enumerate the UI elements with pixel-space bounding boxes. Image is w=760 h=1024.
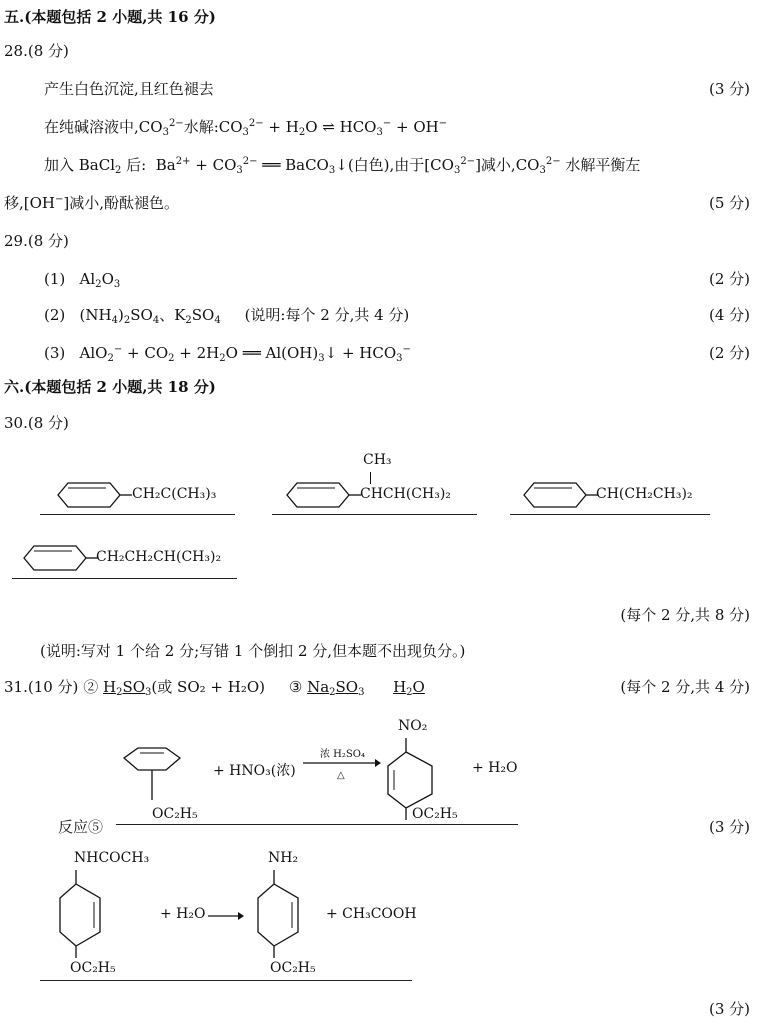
q28-line-4-text: 移, <box>4 194 24 212</box>
answer-line <box>12 578 237 579</box>
benzene-ring-icon <box>252 870 312 958</box>
q29-answer-2-note: (说明:每个 2 分,共 4 分) <box>244 306 410 324</box>
q30-structure-2-methyl: CH₃ <box>363 452 392 468</box>
q28-line-3-equilibrium: 水解平衡左 <box>565 156 641 174</box>
answer-line <box>510 514 710 515</box>
r5-water: + H₂O <box>472 760 518 776</box>
q28-line-2-hydrolysis: 水解: <box>183 118 219 136</box>
r5-label: 反应⑤ <box>58 818 104 836</box>
benzene-ring-icon <box>54 870 114 958</box>
reaction-arrow-icon <box>208 910 244 922</box>
q29-answer-2: (2) $(NH_4)_2SO_4$、$K_2SO_4$ (说明:每个 2 分,共 4 分) <box>44 306 410 326</box>
q30-structure-3-substituent: CH(CH₂CH₃)₂ <box>596 486 693 502</box>
benzene-ring-icon <box>520 480 600 510</box>
r6-water: + H₂O <box>160 906 206 922</box>
q31-heading-line: 31.(10 分) ② $H_2SO_3$(或 SO₂ + H₂O) ③ $Na_2SO_3$ $H_2O$ <box>4 678 425 698</box>
q31-heading: 31.(10 分) <box>4 678 79 696</box>
r5-reactant-ethoxy: OC₂H₅ <box>152 806 198 822</box>
answer-line <box>40 980 412 981</box>
r6-reactant-ethoxy: OC₂H₅ <box>70 960 116 976</box>
q29-answer-1-score: (2 分) <box>708 270 750 288</box>
r5-reagent: + HNO₃(浓) <box>213 763 296 779</box>
r6-score: (3 分) <box>708 1000 750 1018</box>
q28-line-3-white: (白色),由于 <box>347 156 425 174</box>
answer-line <box>116 824 518 825</box>
q30-structure-1-substituent: CH₂C(CH₃)₃ <box>132 486 217 502</box>
r5-nitro-group: NO₂ <box>398 718 428 734</box>
q30-heading: 30.(8 分) <box>4 414 69 432</box>
q30-structure-4-substituent: CH₂CH₂CH(CH₃)₂ <box>96 549 222 565</box>
r6-acetamido-group: NHCOCH₃ <box>74 850 150 866</box>
q29-heading: 29.(8 分) <box>4 232 69 250</box>
q28-line-3-text: 加入 BaCl <box>44 156 116 174</box>
r5-score: (3 分) <box>708 818 750 836</box>
bond-line <box>370 472 371 484</box>
answer-line <box>272 514 477 515</box>
benzene-ring-icon <box>118 740 188 808</box>
q30-note: (说明:写对 1 个给 2 分;写错 1 个倒扣 2 分,但本题不出现负分。) <box>40 642 466 660</box>
q29-answer-1-num: (1) <box>44 270 66 288</box>
answer-line <box>40 514 235 515</box>
q31-alt-answer: (或 SO₂ + H₂O) <box>151 678 265 696</box>
reaction-arrow-icon <box>303 757 381 769</box>
q28-line-2-text: 在纯碱溶液中, <box>44 118 139 136</box>
q29-answer-3-num: (3) <box>44 344 66 362</box>
q28-line-4-rest: 减小,酚酞褪色。 <box>69 194 180 212</box>
q28-heading: 28.(8 分) <box>4 42 69 60</box>
q31-score: (每个 2 分,共 4 分) <box>620 678 750 696</box>
r5-condition-top: 浓 H₂SO₄ <box>320 749 365 760</box>
r6-product-ethoxy: OC₂H₅ <box>270 960 316 976</box>
q30-score: (每个 2 分,共 8 分) <box>620 606 750 624</box>
q31-circle-3: ③ <box>288 678 303 696</box>
benzene-ring-icon <box>283 480 363 510</box>
q28-line-3: 加入 BaCl$_2$ 后: $Ba^{2+} + CO_3^{2-}$ ══ BaCO$_3$↓(白色),由于$[CO_3^{2-}]$减小$,CO_3^{2-}$ 水解平衡左 <box>44 156 641 176</box>
r6-amino-group: NH₂ <box>268 850 299 866</box>
r6-acetic-acid: + CH₃COOH <box>326 906 417 922</box>
q29-answer-3-score: (2 分) <box>708 344 750 362</box>
q30-structure-2-substituent: CHCH(CH₃)₂ <box>360 486 451 502</box>
q29-answer-2-score: (4 分) <box>708 306 750 324</box>
q29-answer-1: (1) $Al_2O_3$ <box>44 270 121 290</box>
r5-condition-bottom: △ <box>337 770 345 781</box>
r5-product-ethoxy: OC₂H₅ <box>412 806 458 822</box>
q28-line-4: 移,[OH−]减小,酚酞褪色。 <box>4 194 180 212</box>
q28-line-2: 在纯碱溶液中$,CO_3^{2-}$水解$:CO_3^{2-} + H_2O$ ⇌ $HCO_3^- + OH^-$ <box>44 118 448 138</box>
q28-line-1-score: (3 分) <box>708 80 750 98</box>
q28-line-3-after: 后: <box>126 156 147 174</box>
q28-line-3-decrease: 减小, <box>480 156 516 174</box>
q29-answer-3: (3) $AlO_2^- + CO_2 + 2H_2O$ ══ $Al(OH)_3↓ + HCO_3^-$ <box>44 344 411 364</box>
q28-line-4-score: (5 分) <box>708 194 750 212</box>
benzene-ring-icon <box>54 480 134 510</box>
section-6-title: 六.(本题包括 2 小题,共 18 分) <box>4 378 216 396</box>
section-5-title: 五.(本题包括 2 小题,共 16 分) <box>4 8 216 26</box>
q28-line-1: 产生白色沉淀,且红色褪去 <box>44 80 214 98</box>
q31-circle-2: ② <box>83 678 99 696</box>
q29-answer-2-num: (2) <box>44 306 66 324</box>
benzene-ring-icon <box>20 543 100 573</box>
